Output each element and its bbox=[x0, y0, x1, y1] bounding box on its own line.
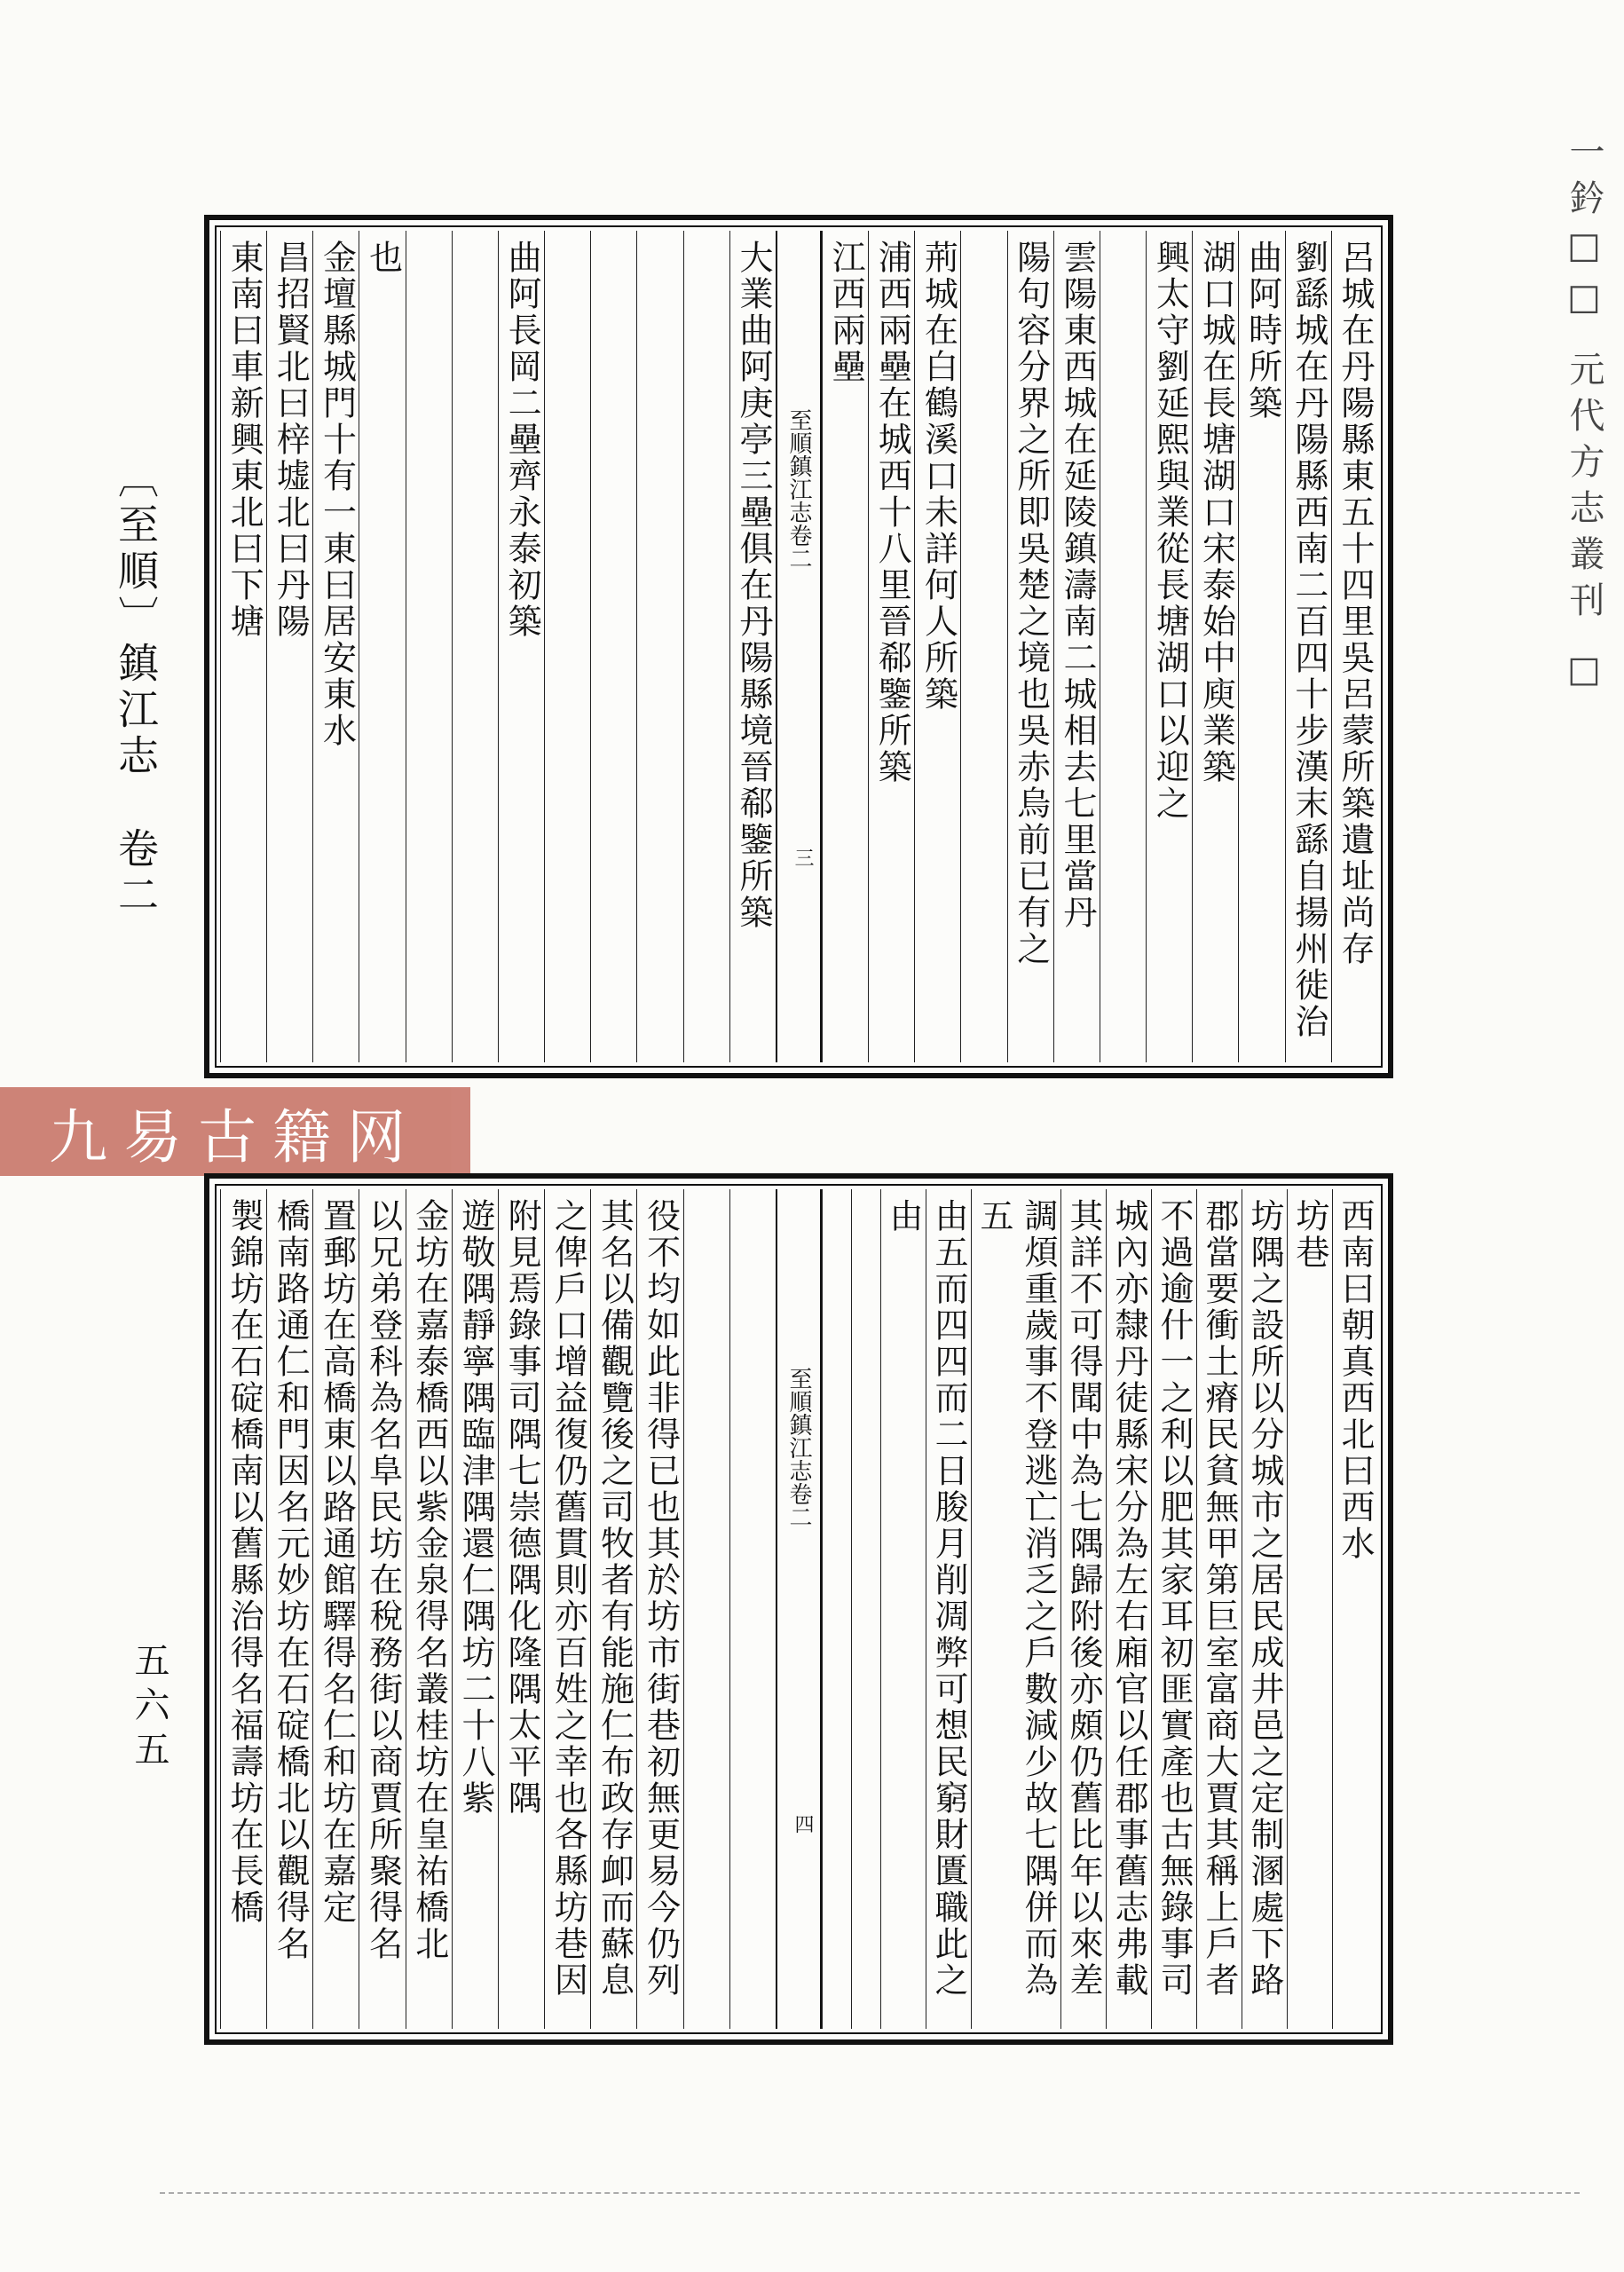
text-column: 由五而四四而二日朘月削凋弊可想民窮財匱職此之 bbox=[926, 1189, 971, 2029]
text-column: 曲阿時所築 bbox=[1238, 231, 1284, 1062]
text-column bbox=[960, 231, 1006, 1062]
print-block-top bbox=[204, 215, 1393, 1078]
text-column: 遊敬隅靜寧隅臨津隅還仁隅坊二十八紫 bbox=[452, 1189, 498, 2029]
fold-title: 至順鎮江志卷二 bbox=[785, 1367, 812, 1528]
fold-page-number: 三 bbox=[792, 848, 814, 867]
top-right-half bbox=[822, 231, 1377, 1062]
text-column: 江西兩壘 bbox=[822, 231, 868, 1062]
text-column: 大業曲阿庚亭三壘俱在丹陽縣境晉郗鑒所築 bbox=[729, 231, 776, 1062]
text-column: 雲陽東西城在延陵鎮濤南二城相去七里當丹 bbox=[1053, 231, 1100, 1062]
text-column: 荊城在白鶴溪口未詳何人所築 bbox=[914, 231, 960, 1062]
text-column: 其名以備觀覽後之司牧者有能施仁布政存卹而蘇息 bbox=[590, 1189, 636, 2029]
text-column: 役不均如此非得已也其於坊市街巷初無更易今仍列 bbox=[636, 1189, 682, 2029]
text-column: 東南曰車新興東北曰下塘 bbox=[220, 231, 266, 1062]
print-block-bottom bbox=[204, 1173, 1393, 2045]
fold-center bbox=[776, 231, 822, 1062]
text-column bbox=[683, 231, 729, 1062]
bottom-right-half bbox=[822, 1189, 1377, 2029]
book-title-text: 〔至順〕鎮江志 bbox=[112, 457, 160, 780]
text-column bbox=[406, 231, 452, 1062]
text-column: 陽句容分界之所即吳楚之境也吳赤烏前已有之 bbox=[1007, 231, 1053, 1062]
text-column: 其詳不可得聞中為七隅歸附後亦頗仍舊比年以來差 bbox=[1060, 1189, 1106, 2029]
text-column: 製錦坊在石碇橋南以舊縣治得名福壽坊在長橋 bbox=[220, 1189, 266, 2029]
text-column: 西南曰朝真西北曰西水 bbox=[1332, 1189, 1377, 2029]
text-column: 湖口城在長塘湖口宋泰始中庾業築 bbox=[1192, 231, 1238, 1062]
volume-label: 卷二 bbox=[112, 826, 160, 919]
text-column bbox=[1100, 231, 1146, 1062]
text-column: 之俾戶口增益復仍舊貫則亦百姓之幸也各縣坊巷因 bbox=[544, 1189, 590, 2029]
text-column: 浦西兩壘在城西十八里晉郗鑒所築 bbox=[868, 231, 914, 1062]
text-column: 調煩重歲事不登逃亡消乏之戶數減少故七隅併而為五 bbox=[971, 1189, 1060, 2029]
page-number: 五六五 bbox=[129, 1642, 169, 1775]
text-column: 由 bbox=[880, 1189, 926, 2029]
top-left-half bbox=[220, 231, 776, 1062]
text-column bbox=[452, 231, 498, 1062]
text-column: 坊巷 bbox=[1287, 1189, 1332, 2029]
fold-center bbox=[776, 1189, 822, 2029]
watermark-banner: 九易古籍网 bbox=[0, 1087, 470, 1176]
fold-title: 至順鎮江志卷二 bbox=[785, 408, 812, 570]
text-column: 昌招賢北曰梓墟北曰丹陽 bbox=[266, 231, 312, 1062]
bottom-left-half bbox=[220, 1189, 776, 2029]
text-column: 以兄弟登科為名阜民坊在稅務街以商賈所聚得名 bbox=[359, 1189, 405, 2029]
fold-page-number: 四 bbox=[792, 1814, 814, 1834]
book-title bbox=[106, 457, 165, 919]
text-column bbox=[544, 231, 590, 1062]
text-column bbox=[729, 1189, 776, 2029]
binding-edge-text: 一鈐□□ 元代方志叢刊 □ bbox=[1564, 133, 1604, 701]
text-column: 坊隅之設所以分城市之居民成井邑之定制溷處下路 bbox=[1242, 1189, 1287, 2029]
text-column: 也 bbox=[359, 231, 405, 1062]
text-column: 金坊在嘉泰橋西以紫金泉得名叢桂坊在皇祐橋北 bbox=[406, 1189, 452, 2029]
text-column: 橋南路通仁和門因名元妙坊在石碇橋北以觀得名 bbox=[266, 1189, 312, 2029]
text-column: 城內亦隸丹徒縣宋分為左右廂官以任郡事舊志弗載 bbox=[1106, 1189, 1151, 2029]
text-column bbox=[590, 231, 636, 1062]
text-column: 曲阿長岡二壘齊永泰初築 bbox=[498, 231, 544, 1062]
text-column: 呂城在丹陽縣東五十四里吳呂蒙所築遺址尚存 bbox=[1331, 231, 1377, 1062]
text-column bbox=[851, 1189, 880, 2029]
text-column: 置郵坊在高橋東以路通館驛得名仁和坊在嘉定 bbox=[312, 1189, 359, 2029]
text-column: 郡當要衝土瘠民貧無甲第巨室富商大賈其稱上戶者 bbox=[1196, 1189, 1242, 2029]
text-column bbox=[683, 1189, 729, 2029]
page-bottom-rule bbox=[160, 2192, 1580, 2194]
text-column: 不過逾什一之利以肥其家耳初匪實產也古無錄事司 bbox=[1151, 1189, 1196, 2029]
text-column: 附見焉錄事司隅七崇德隅化隆隅太平隅 bbox=[498, 1189, 544, 2029]
text-column: 劉繇城在丹陽縣西南二百四十步漢末繇自揚州徙治 bbox=[1285, 231, 1331, 1062]
text-column: 金壇縣城門十有一東曰居安東水 bbox=[312, 231, 359, 1062]
text-column bbox=[636, 231, 682, 1062]
text-column: 興太守劉延熙與業從長塘湖口以迎之 bbox=[1146, 231, 1192, 1062]
text-column bbox=[822, 1189, 851, 2029]
